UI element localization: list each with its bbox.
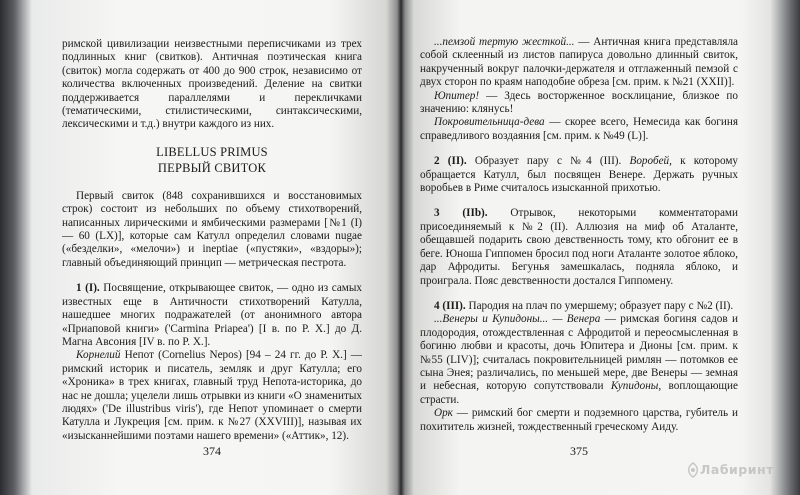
labyrinth-logo-icon bbox=[686, 462, 700, 478]
note-1-number: 1 (I). bbox=[76, 282, 100, 295]
note-4-text: Пародия на плач по умершему; образует пару с №2 (II). bbox=[465, 299, 734, 312]
cupids-text: воплощающие страсти. bbox=[420, 380, 738, 406]
note-2-italic: Воробей, bbox=[629, 155, 672, 168]
note-1-text: Посвящение, открывающее свиток, — одно из самых известных еще в Античности стихотворений Катулла, нашедшее многих подражателей (от анонимного автора «Приаповой книги» ('Carmina Priapea') [I в. по Р. Х.] до Д. Магна Авсония [IV в. по Р. Х.]. bbox=[62, 282, 362, 348]
virgin-note bbox=[420, 116, 738, 143]
nepos-name: Корнелий bbox=[76, 349, 121, 362]
pumice-note bbox=[420, 36, 738, 90]
venus-text: — римская богиня садов и плодородия, отождествленная с Афродитой и переосмысленная в богиню любви и красоты, дочь Юпитера и Дионы [см. прим. к №55 (LIV)]; считалась покровительницей римлян — потомков ее сына Энея; различались, по меньшей мере, две Венеры — земная и небесная, которую сопутствовали bbox=[420, 313, 739, 393]
pumice-text: — Античная книга представляла собой склеенный из листов папируса довольно длинный свиток, накрученный вокруг палочки-держателя и отглаженный пемзой с двух сторон по краям наподобие обреза [см. прим. к №21 (XXII)]. bbox=[420, 36, 738, 89]
note-3 bbox=[420, 207, 738, 287]
venus-italic: ...Венеры и Купидоны... — Венера bbox=[434, 313, 601, 326]
orcus-text: — римский бог смерти и подземного царства, губитель и похититель жизней, тождественный греческому Аиду. bbox=[420, 407, 738, 433]
jupiter-note bbox=[420, 90, 738, 117]
note-2-text-b: к которому обращается Катулл, был посвящен Венере. Держать ручных воробьев в Риме считалось изысканной прихотью. bbox=[420, 155, 738, 195]
note-1 bbox=[62, 282, 362, 349]
scroll-paragraph: Первый свиток (848 сохранившихся и восстановимых строк) состоит из небольших по объему стихотворений, написанных лирическими и ямбическими размерами [№1 (I) — 60 (LX)], которые сам Катулл определил словами nugae («безделки», «мелочи») и ineptiae («пустяки», «вздоры»); главный объединяющий принцип — метрическая пестрота. bbox=[62, 189, 362, 269]
pumice-italic: ...пемзой тертую жесткой... bbox=[434, 36, 575, 48]
note-4-number: 4 (III). bbox=[434, 299, 466, 312]
page-number-right: 375 bbox=[570, 444, 588, 458]
virgin-text: — скорее всего, Немесида как богиня справедливого воздаяния [см. прим. к №49 (L)]. bbox=[420, 116, 738, 142]
jupiter-text: — Здесь восторженное восклицание, близкое по значению: клянусь! bbox=[420, 89, 738, 116]
orcus-note bbox=[420, 407, 738, 434]
cupids-italic: Купидоны, bbox=[610, 380, 662, 393]
right-page bbox=[420, 0, 738, 495]
jupiter-italic: Юпитер! bbox=[434, 89, 480, 102]
note-4 bbox=[420, 300, 738, 313]
orcus-italic: Орк bbox=[434, 407, 453, 420]
note-2-text-a: Образует пару с №4 (III). bbox=[466, 155, 630, 168]
intro-paragraph: римской цивилизации неизвестными переписчиками из трех подлинных книг (свитков). Античная поэтическая книга (свиток) могла содержать от 400 до 900 строк, независимо от количества включенных произведений. Деление на свитки поддерживается параллелями и перекличками (тематическими, стилистическими, синтаксическими, лексическими и т.д.) внутри каждого из них. bbox=[62, 38, 362, 131]
virgin-italic: Покровительница-дева bbox=[434, 116, 545, 129]
note-3-text: Отрывок, некоторыми комментаторами присоединяемый к №2 (II). Аллюзия на миф об Аталанте, обещавшей подарить свою девственность тому, кто обгонит ее в беге. Юноша Гиппомен бросил под ноги Аталанте золотое яблоко, дар Афродиты. Бегунья замешкалась, подняла яблоко, и проиграла. Пояс девственности достался Гиппомену. bbox=[420, 207, 739, 287]
note-3-number: 3 (IIb). bbox=[434, 207, 488, 220]
heading-latin: LIBELLUS PRIMUS bbox=[156, 144, 268, 159]
venus-note bbox=[420, 313, 738, 407]
left-page bbox=[62, 0, 362, 495]
note-2-number: 2 (II). bbox=[434, 155, 467, 168]
page-number-left: 374 bbox=[203, 444, 221, 458]
nepos-note bbox=[62, 349, 362, 443]
note-2 bbox=[420, 155, 738, 195]
labyrinth-watermark: Лабиринт bbox=[700, 462, 774, 477]
heading-russian: ПЕРВЫЙ СВИТОК bbox=[157, 160, 267, 175]
nepos-text: Непот (Cornelius Nepos) [94 – 24 гг. до Р. Х.] — римский историк и писатель, земляк и друг Катулла; его «Хроника» в трех книгах, главный труд Непота-историка, до нас не дошла; уцелели лишь отрывки из книги «О знаменитых людях» ('De illustribus viris'), где Непот упоминает о смерти Катулла и Лукреция [см. прим. к №27 (XXVIII)], называя их «изысканнейшими поэтами нашего времени» («Аттик», 12). bbox=[62, 349, 362, 442]
